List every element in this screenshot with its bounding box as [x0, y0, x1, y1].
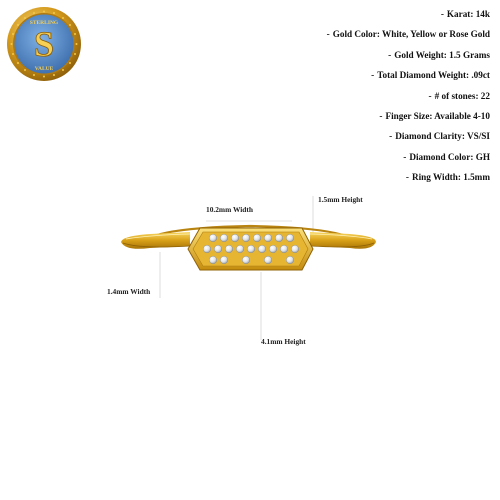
seal-monogram: S [33, 24, 55, 64]
spec-finger-size: - Finger Size: Available 4-10 [379, 111, 490, 122]
spec-diamond-weight: - Total Diamond Weight: .09ct [371, 70, 490, 81]
seal-top-text: STERLING [29, 20, 59, 26]
dimension-total-height: 4.1mm Height [261, 337, 306, 346]
seal-bottom-text: VALUE [34, 66, 54, 72]
spec-gold-weight: - Gold Weight: 1.5 Grams [388, 49, 490, 60]
spec-gold-color: - Gold Color: White, Yellow or Rose Gold [326, 29, 490, 40]
spec-clarity: - Diamond Clarity: VS/SI [389, 131, 490, 142]
dimension-top-width: 10.2mm Width [206, 205, 253, 214]
dimension-band-height: 1.5mm Height [318, 195, 363, 204]
spec-stones: - # of stones: 22 [428, 90, 490, 101]
spec-diamond-color: - Diamond Color: GH [403, 151, 490, 162]
spec-ring-width: - Ring Width: 1.5mm [405, 172, 490, 183]
spec-karat: - Karat: 14k [440, 9, 490, 19]
dimension-side-width: 1.4mm Width [107, 287, 151, 296]
